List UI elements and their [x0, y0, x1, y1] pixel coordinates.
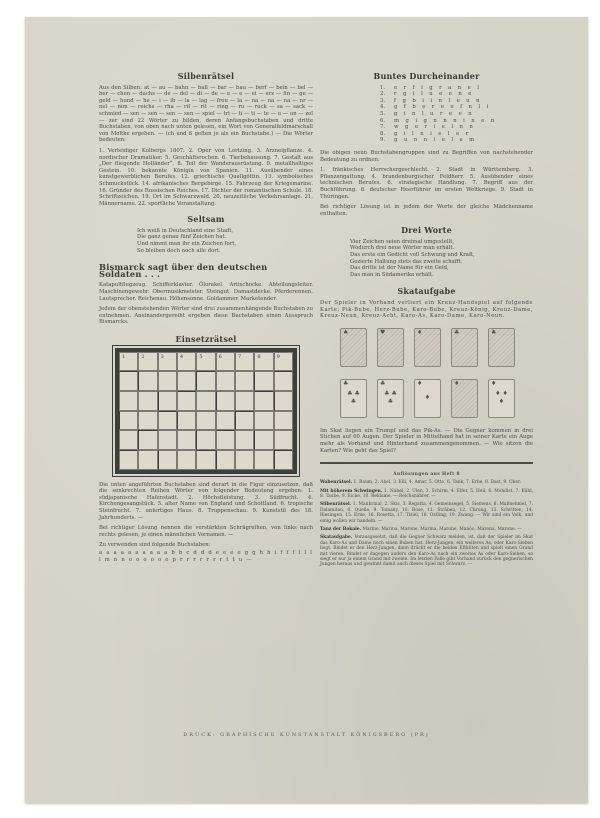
- grid-cell: [158, 450, 177, 470]
- section-silbenraetsel: [99, 73, 313, 207]
- card-suit-icon: ♣: [454, 328, 460, 336]
- solution-entry: [320, 489, 533, 500]
- solution-text: Vorausgesetzt, daß die Gegner Schwarz melden, ist, daß der Spieler im Skat das Karo-As und Dame noch einen Buben hat. Herz-Jungen, ein weiteres As, oder Karo-Sieben liegt. Bindet er den Herz-Jungen, dann drückt er die beiden Eftkiiten und spielt einen Grand mit vieren. Bindet er dagegen anders den Karo-As nach ein zweites As oder Karo-Sieben, so siegt er nur ja einem Grand mit zweien. Im letzten Falle gibt Vorhand zurück den gegnerischen Jungen heraus und gewinnt damit auch dieses Spiel mit Schwarz. —: [320, 535, 533, 568]
- puzzle-grid: [115, 348, 297, 474]
- poem-line: Das man in Südamerika erhält.: [350, 271, 434, 278]
- grid-cell: [216, 391, 235, 411]
- grid-cell: [216, 450, 235, 470]
- grid-cell: [235, 371, 254, 391]
- card-pips: ♣ ♣ ♣: [347, 390, 360, 406]
- seltsam-poem: [99, 228, 313, 254]
- grid-cell: [119, 430, 138, 450]
- einsetzraetsel-text: Die unten angeführten Buchstaben sind derart in die Figur einzusetzen, daß die senkrechten Reihen Wörter von folgender Bedeutung ergeben: 1. südjapanische Hafenstadt. 2. Höchstleistung. 3. Südfrucht. 4. Kirchengesangstück. 5. alter Name von England und Schottland. 6. tropische Steinfrucht. 7. unfertiges Haus. 8. Truppenschau. 9. Kunststil des 18. Jahrhunderts. —: [99, 481, 313, 521]
- grid-cell: [254, 371, 273, 391]
- card-suit-icon: ♣: [380, 379, 386, 387]
- scramble-letters: m g i g n n n i n e n: [394, 117, 497, 124]
- grid-cell: [138, 411, 157, 431]
- buntes-hint: Bei richtiger Lösung ist in jedem der Worte der gleiche Mädchenname enthalten.: [320, 204, 533, 217]
- scramble-letters: f g b i i n l e u n: [394, 97, 482, 104]
- grid-cell: [177, 411, 196, 431]
- grid-cell: [254, 391, 273, 411]
- grid-cell: [235, 450, 254, 470]
- grid-cell: [158, 430, 177, 450]
- grid-cell: [138, 450, 157, 470]
- bismarck-title: Bismarck sagt über den deutschen Soldaten . . .: [99, 262, 268, 279]
- right-column: [320, 73, 533, 571]
- grid-cell: 8: [254, 352, 273, 372]
- solution-text: Marine, Marina, Marone, Marina, Marone, Manöo, Marona, Marone. —: [362, 526, 522, 532]
- scramble-item: [380, 124, 533, 131]
- drei-worte-poem: [320, 239, 533, 279]
- section-solutions: [320, 472, 533, 568]
- silbenraetsel-intro: Aus den Silben: at — au — bahn — ball — bar — bau — berf — bein — bel — ber — chen — dachs — de — del — di — de — e — e — ei — erz — fin — ge — geld — hund — he — i — ib — la — lag — freu — la — na — na — na — nr — nel — nim — reichs — rha — rif — rit — ring — ru — ruck — sa — sack — schmied — sen — sen — sen — sen — spiel — tri — ti — ti — te — u — un — zel — zer sind 22 Wörter zu bilden, deren Anfangsbuchstaben und dritte Buchstaben, von oben nach unten gelesen, ein Wort von Generalfeldmarschall von Moltke ergeben. — (ch und ß gelten je als ein Buchstabe.) — Die Wörter bedeuten:: [99, 84, 313, 144]
- grid-cell: [235, 411, 254, 431]
- letters-list: a a a a a a a a a a b b c d d d e e e e g g h h i f f f l l l l m n n o o o o o o p r r r r r r r t t u —: [99, 549, 314, 563]
- grid-cell: [254, 430, 273, 450]
- solutions-header: Auflösungen aus Heft 8: [393, 471, 460, 477]
- scramble-letters: g i n l u r e e n: [394, 110, 475, 117]
- scramble-item: [380, 131, 533, 138]
- solution-label: Wabenrätsel.: [320, 480, 353, 486]
- card-pips: ♣ ♣ ♣: [384, 390, 397, 406]
- scramble-letters: r g i l u e e n e: [394, 91, 474, 98]
- solution-label: Silbenrätsel.: [320, 502, 352, 508]
- grid-cell: [196, 430, 215, 450]
- grid-cell: [158, 391, 177, 411]
- grid-cell: [158, 371, 177, 391]
- grid-cell: [216, 371, 235, 391]
- card-suit-icon: ♦: [417, 379, 423, 387]
- silbenraetsel-title: Silbenrätsel: [177, 71, 235, 81]
- scramble-letters: g f b e r e e f n l i: [394, 104, 491, 111]
- poem-line: Die ganz genau fünf Zeichen hat.: [137, 234, 227, 241]
- section-skataufgabe: [320, 288, 533, 454]
- scramble-number: 3.: [380, 97, 386, 104]
- poem-line: Gezierte Haltung stets das zweite schafft.: [350, 258, 463, 265]
- grid-cell: [138, 371, 157, 391]
- playing-card: [377, 328, 404, 367]
- magazine-page: [25, 17, 588, 803]
- grid-cell: 7: [235, 352, 254, 372]
- scramble-number: 7.: [380, 124, 386, 131]
- card-suit-icon: ♦: [417, 328, 423, 336]
- bismarck-instruction: Jedem der obenstehenden Wörter sind drei zusammenhängende Buchstaben zu entnehmen. Aneinandergereiht ergeben diese Buchstaben einen Ausspruch Bismarcks.: [99, 306, 313, 326]
- grid-cell: [254, 411, 273, 431]
- grid-cell: [119, 450, 138, 470]
- grid-cell: [196, 371, 215, 391]
- grid-cell: 4: [177, 352, 196, 372]
- grid-cell: [254, 450, 273, 470]
- grid-cell: [177, 371, 196, 391]
- playing-card: [414, 328, 441, 367]
- scramble-number: 5.: [380, 110, 386, 117]
- grid-cell: 3: [158, 352, 177, 372]
- solution-text: 1. Nabel, 2. Ulen, 3. Schirm, 4. Elfer, 5. Heil, 6. Mehdist, 7. Kühl, 8. Taube, 9. Eiche, 10. Reklame. — Reichsnährer. —: [320, 488, 534, 499]
- section-einsetzraetsel: [99, 336, 313, 563]
- solution-entry: [320, 502, 533, 524]
- einsetzraetsel-hint: Bei richtiger Lösung nennen die verstärkten Schrägreihen, von links nach rechts gelesen, je einen männlichen Vornamen. —: [99, 525, 313, 538]
- skat-intro: Der Spieler in Vorhand verliert ein Kreuz-Handspiel auf folgende Karte: Pik-Bube, Herz-Bube, Karo-Bube, Kreuz-König, Kreuz-Dame, Kreuz-Neun, Kreuz-Acht, Karo-As, Karo-Dame, Karo-Neun.: [320, 300, 533, 320]
- scramble-number: 6.: [380, 117, 386, 124]
- playing-card: [451, 328, 478, 367]
- scramble-item: [380, 91, 533, 98]
- silbenraetsel-clues: 1. Verteidiger Kolbergs 1807. 2. Oper von Lortzing. 3. Arzneipflanze. 4. nordischer Dramatiker. 5. Geschäftsrochen. 6. Tierbehausung. 7. Gestalt aus „Der fliegende Holländer“. 8. Teil der Wanderausrüstung. 9. metallhaltiges Gestein. 10. bekannte Königin von Spanien. 11. Ausübender eines kunstgewerblichen Berufes. 12. griechische Quellgöttin. 13. symbolisches Schmuckstück. 14. afrikanisches Bergebirge. 15. Fahrzeug der Kriegsmarine. 16. Gründer des Russischen Reiches. 17. Dichter der romantischen Schule. 18. Schriftzeichen. 19. Ort im Schwarzwald. 20. neuzeitliche Verkehrsanlage. 21. Männername. 22. sportliche Veranstaltung.: [99, 147, 313, 207]
- grid-cell: [274, 411, 293, 431]
- scramble-list: [320, 85, 533, 144]
- buntes-title: Buntes Durcheinander: [373, 71, 480, 81]
- scramble-letters: e r f i g r a n e l: [394, 84, 482, 91]
- scramble-number: 8.: [380, 130, 386, 137]
- playing-card: [377, 379, 404, 418]
- grid-cell: [196, 450, 215, 470]
- playing-card: [451, 379, 478, 418]
- seltsam-title: Seltsam: [187, 214, 225, 225]
- grid-cell: [274, 430, 293, 450]
- grid-cell: [177, 450, 196, 470]
- card-pips: ♦ ♦ ♦: [495, 390, 508, 406]
- solution-entry: [320, 527, 533, 532]
- scramble-number: 4.: [380, 104, 386, 111]
- section-seltsam: [99, 216, 313, 254]
- card-suit-icon: ♥: [380, 328, 386, 336]
- solution-entry: [320, 480, 533, 485]
- grid-cell: [158, 411, 177, 431]
- left-column: [99, 73, 313, 567]
- scramble-item: [380, 98, 533, 105]
- solution-text: 1. Baum, 2. Abel, 3. Elli, 4. Amar, 5. Otto, 6. Tank, 7. Erbe, 8. Bast, 9. Ober.: [353, 480, 521, 486]
- einsetzraetsel-title: Einsetzrätsel: [175, 334, 237, 344]
- divider-rule: [320, 462, 533, 464]
- scramble-number: 9.: [380, 137, 386, 144]
- scramble-number: 2.: [380, 91, 386, 98]
- poem-line: Das erste ein Gedicht voll Schwung und Kraft,: [350, 252, 475, 259]
- buntes-clues: 1. fränkisches Herrschergeschlecht. 2. Stadt in Württemberg. 3. Pflanzengattung. 4. brandenburgischer Feldherr. 5. Ausübender eines technischen Berufes. 6. strategische Handlung. 7. Begriff aus der Buchführung. 8. deutscher Heerführer im ersten Weltkriege. 9. Stadt in Thüringen.: [320, 167, 533, 200]
- scramble-letters: g i l n i e l e r: [394, 130, 471, 137]
- playing-card: [488, 328, 515, 367]
- scramble-letters: g u n n i e l e m: [394, 137, 477, 144]
- grid-cell: 9: [274, 352, 293, 372]
- bismarck-words: Katapultflugzeug. Schifferklavier. Ölorakel. Artischocke. Abteilungsleiter. Maschinengewehr. Obermusikmeister. Steingut. Damastdecke. Pferderennen. Lautsprecher. Reichenau. Höhensonne. Goldammer. Marketender.: [99, 282, 313, 302]
- grid-cell: [216, 411, 235, 431]
- scramble-item: [380, 104, 533, 111]
- grid-cell: [216, 430, 235, 450]
- grid-cell: [138, 430, 157, 450]
- card-suit-icon: ♦: [454, 379, 460, 387]
- drei-worte-title: Drei Worte: [401, 225, 452, 236]
- card-pips: ♦: [424, 394, 431, 402]
- section-buntes-durcheinander: [320, 73, 533, 217]
- grid-cell: [177, 430, 196, 450]
- scramble-item: [380, 85, 533, 92]
- grid-cell: 6: [216, 352, 235, 372]
- scramble-number: 1.: [380, 84, 386, 91]
- grid-cell: 5: [196, 352, 215, 372]
- grid-cell: [274, 450, 293, 470]
- playing-card: [414, 379, 441, 418]
- grid-cell: [119, 371, 138, 391]
- card-suit-icon: ♠: [343, 328, 349, 336]
- poem-line: Und nimmt man ihr ein Zeichen fort,: [137, 241, 237, 248]
- grid-cell: [274, 391, 293, 411]
- buntes-instruction: Die obigen neun Buchstabengruppen sind zu Begriffen von nachstehender Bedeutung zu ordnen:: [320, 149, 533, 163]
- solution-entry: [320, 535, 533, 567]
- solutions-list: [320, 480, 533, 568]
- skat-title: Skataufgabe: [397, 286, 456, 297]
- grid-cell: 1: [119, 352, 138, 372]
- puzzle-grid-cells: [119, 352, 293, 470]
- grid-cell: [196, 411, 215, 431]
- scramble-item: [380, 111, 533, 118]
- card-suit-icon: ♦: [491, 379, 497, 387]
- grid-cell: [177, 391, 196, 411]
- grid-cell: [119, 411, 138, 431]
- poem-line: Ich weiß in Deutschland eine Stadt,: [137, 227, 234, 234]
- section-drei-worte: [320, 227, 533, 278]
- solution-label: Mit höherem Schwingen.: [320, 488, 383, 494]
- playing-card: [488, 379, 515, 418]
- solution-text: 1. Manbrinal, 2. Skis, 3. Regatta, 4. Gemeinsegel, 5. Siemens, 6. Maßnehmel, 7. Dalamitan, 8. Quelle, 9. Tomany, 10. Rose, 11. Sträben, 12. Chrung, 13. Schritten, 14. Riesingen, 15. Erne, 16. Rosetta, 17. Tiziel, 18. Ostling, 19. Zwang. — Wir sind ein Volk, und einig wollen wir handeln. —: [320, 502, 533, 524]
- grid-cell: [138, 391, 157, 411]
- grid-cell: [274, 371, 293, 391]
- playing-card: [340, 328, 367, 367]
- scramble-item: [380, 118, 533, 125]
- grid-cell: [196, 391, 215, 411]
- section-bismarck: [99, 264, 313, 326]
- card-suit-icon: ♣: [491, 328, 497, 336]
- poem-line: Das dritte ist der Name für ein Geld,: [350, 265, 449, 272]
- scramble-letters: w g e r i e l n n: [394, 124, 476, 131]
- grid-cell: [235, 430, 254, 450]
- poem-line: So bleiben doch noch alle dort.: [137, 247, 221, 254]
- grid-cell: 2: [138, 352, 157, 372]
- skat-question: Im Skat liegen ein Trumpf und das Pik-As. — Die Gegner kommen in drei Stichen auf 60 Augen. Der Spieler in Mittelhand hat in seiner Karte ein Auge mehr als Vorhand und Hinterhand zusammengenommen. — Wie sitzen die Karten? Wie geht das Spiel?: [320, 427, 533, 454]
- card-grid: [320, 328, 533, 418]
- printer-imprint: DRUCK: GRAPHISCHE KUNSTANSTALT KÖNIGSBERG (PR): [183, 732, 430, 738]
- card-suit-icon: ♣: [343, 379, 349, 387]
- solution-label: Tanz der Bokale.: [320, 526, 362, 532]
- grid-cell: [119, 391, 138, 411]
- poem-line: Wodurch drei neue Wörter man erhält.: [350, 245, 455, 252]
- scramble-item: [380, 137, 533, 144]
- letters-label: Zu verwenden sind folgende Buchstaben:: [99, 542, 211, 549]
- solution-label: Skataufgabe.: [320, 535, 353, 541]
- grid-cell: [235, 391, 254, 411]
- playing-card: [340, 379, 367, 418]
- poem-line: Vier Zeichen seien dreimal umgestellt,: [350, 238, 455, 245]
